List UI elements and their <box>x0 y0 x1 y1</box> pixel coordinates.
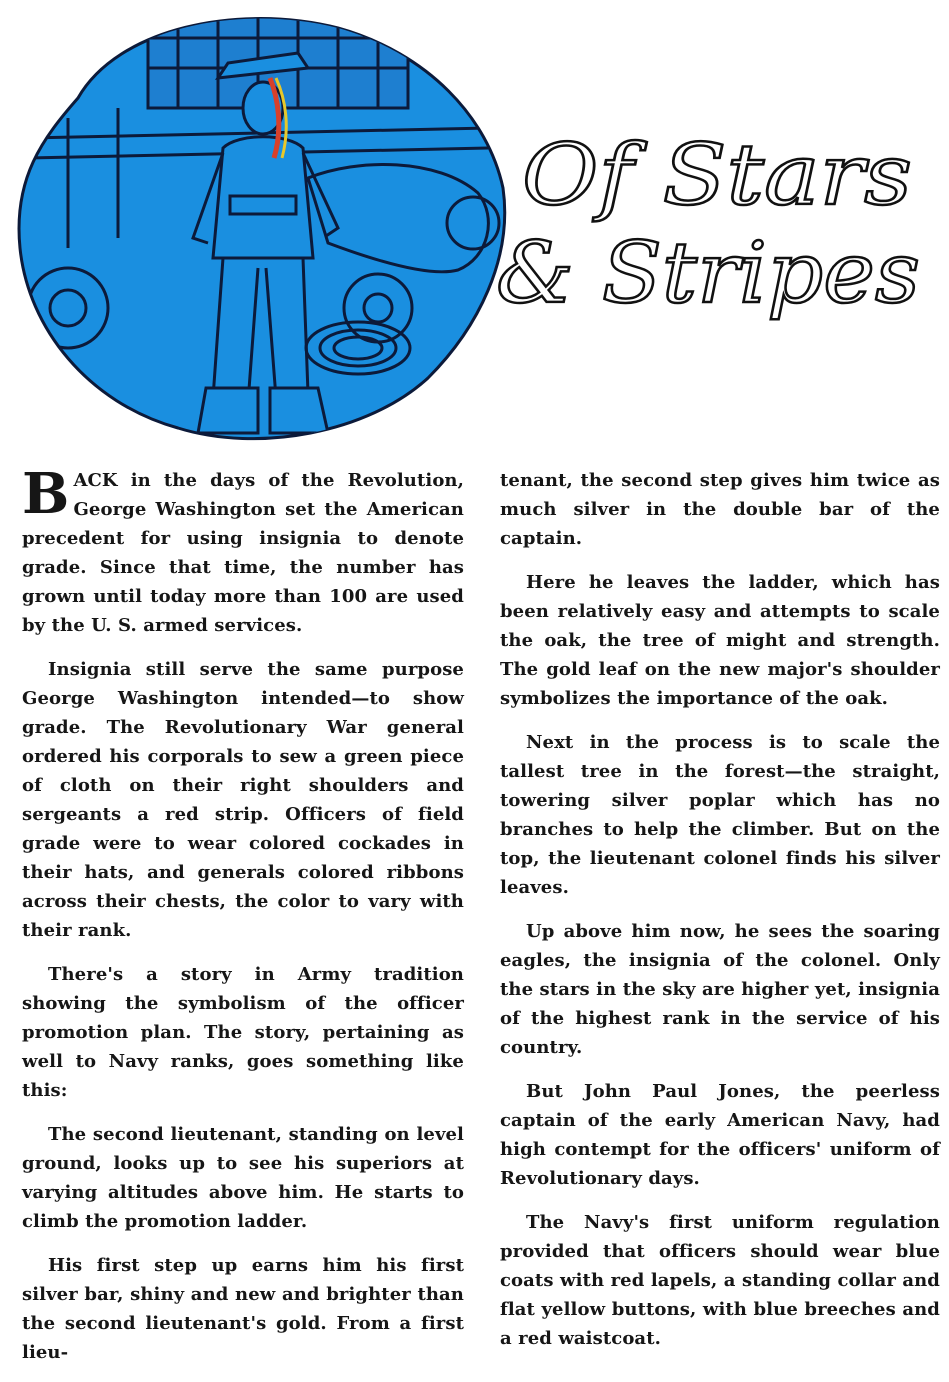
paragraph: His first step up earns him his first silver bar, shiny and new and brighter than the second lieutenant's gold. From a first lieu- <box>22 1255 464 1363</box>
ship-deck-sailor-icon <box>8 8 508 448</box>
drop-cap: B <box>22 461 70 527</box>
paragraph: Up above him now, he sees the soaring eagles, the insignia of the colonel. Only the stars in the sky are higher yet, insignia of the highest rank in the service of his country. <box>500 921 940 1058</box>
header-illustration <box>8 8 508 448</box>
paragraph: Insignia still serve the same purpose George Washington intended—to show grade. The Revolutionary War general ordered his corporals to sew a green piece of cloth on their right shoulders and sergeants a red strip. Officers of field grade were to wear colored cockades in their hats, and generals colored ribbons across their chests, the color to vary with their rank. <box>22 659 464 941</box>
paragraph: The Navy's first uniform regulation provided that officers should wear blue coats with red lapels, a standing collar and flat yellow buttons, with blue breeches and a red waistcoat. <box>500 1212 940 1349</box>
paragraph: But John Paul Jones, the peerless captain of the early American Navy, had high contempt for the officers' uniform of Revolutionary days. <box>500 1081 940 1189</box>
title-line-2: & Stripes <box>496 224 920 322</box>
paragraph: Next in the process is to scale the tallest tree in the forest—the straight, towering silver poplar which has no branches to help the climber. But on the top, the lieutenant colonel finds his silver leaves. <box>500 732 940 898</box>
title-line-1: Of Stars <box>522 126 912 224</box>
article-column-right <box>500 466 940 1368</box>
paragraph: tenant, the second step gives him twice as much silver in the double bar of the captain. <box>500 470 940 549</box>
article-column-left <box>22 461 464 1382</box>
paragraph: There's a story in Army tradition showing the symbolism of the officer promotion plan. The story, pertaining as well to Navy ranks, goes something like this: <box>22 964 464 1101</box>
article-title <box>492 118 942 328</box>
paragraph: BACK in the days of the Revolution, George Washington set the American precedent for using insignia to denote grade. Since that time, the number has grown until today more than 100 are used by the U. S. armed services. <box>22 461 464 636</box>
paragraph: Here he leaves the ladder, which has been relatively easy and attempts to scale the oak, the tree of might and strength. The gold leaf on the new major's shoulder symbolizes the importance of the oak. <box>500 572 940 709</box>
paragraph: The second lieutenant, standing on level ground, looks up to see his superiors at varying altitudes above him. He starts to climb the promotion ladder. <box>22 1124 464 1232</box>
